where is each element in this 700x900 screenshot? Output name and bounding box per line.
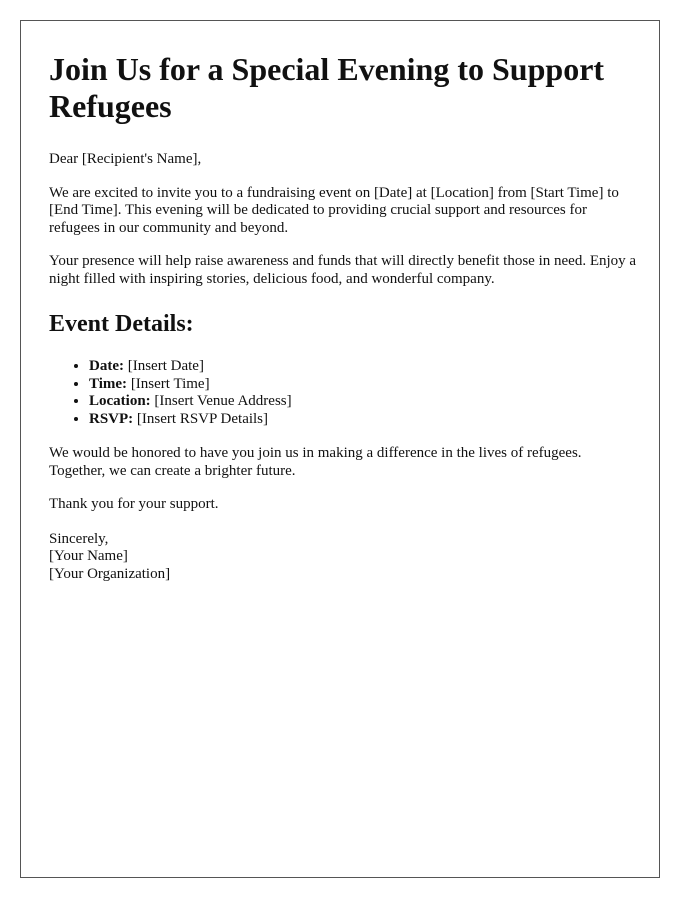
detail-label: Location: xyxy=(89,393,151,409)
detail-value: [Insert Date] xyxy=(127,358,204,374)
letter-title: Join Us for a Special Evening to Support Refugees xyxy=(49,51,605,124)
detail-item-date xyxy=(89,358,639,376)
detail-label: RSVP: xyxy=(89,410,134,427)
event-details-heading: Event Details: xyxy=(49,311,194,337)
thanks-paragraph: Thank you for your support. xyxy=(49,496,219,512)
event-details-list xyxy=(49,358,639,428)
letter-page xyxy=(20,20,660,878)
honor-paragraph: We would be honored to have you join us in making a difference in the lives of refugees. Together, we can create a brighter future. xyxy=(49,445,582,479)
detail-label: Time: xyxy=(89,375,128,392)
detail-value: [Insert Venue Address] xyxy=(154,393,292,409)
detail-item-rsvp xyxy=(89,411,639,429)
detail-item-location xyxy=(89,393,639,411)
purpose-paragraph: Your presence will help raise awareness and funds that will directly benefit those in need. Enjoy a night filled with inspiring stories, delicious food, and wonderful company. xyxy=(49,253,637,287)
letter-content xyxy=(49,51,639,583)
detail-item-time xyxy=(89,376,639,394)
salutation: Dear [Recipient's Name], xyxy=(49,151,202,167)
sender-organization: [Your Organization] xyxy=(49,565,171,582)
closing-line: Sincerely, xyxy=(49,530,109,547)
invitation-paragraph: We are excited to invite you to a fundraising event on [Date] at [Location] from [Start Time] to [End Time]. This evening will be dedicated to providing crucial support and resources for refugees in our community and beyond. xyxy=(49,184,619,236)
detail-label: Date: xyxy=(89,358,124,374)
detail-value: [Insert RSVP Details] xyxy=(136,410,269,427)
sender-name: [Your Name] xyxy=(49,548,128,564)
detail-value: [Insert Time] xyxy=(130,375,210,392)
